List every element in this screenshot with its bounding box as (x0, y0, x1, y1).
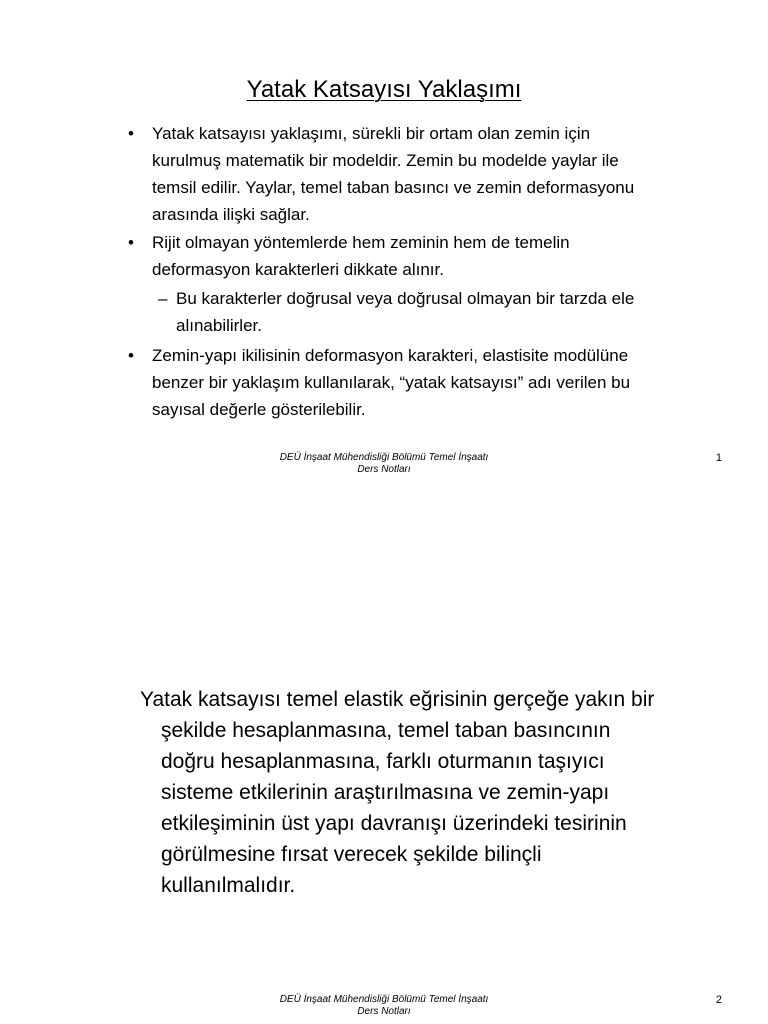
bullet-item (128, 229, 648, 283)
sub-bullet-item (128, 285, 648, 339)
footer-line-2: Ders Notları (357, 1006, 411, 1017)
page-number: 1 (715, 452, 722, 464)
slide-title: Yatak Katsayısı Yaklaşımı (246, 76, 522, 103)
footer-line-1: DEÜ İnşaat Mühendisliği Bölümü Temel İnşaatı (279, 452, 489, 463)
bullet-text: Rijit olmayan yöntemlerde hem zeminin hem de temelin deformasyon karakterleri dikkate alınır. (152, 233, 570, 279)
footer (0, 452, 768, 476)
footer (0, 994, 768, 1018)
dash-marker: – (158, 289, 168, 308)
bullet-list (128, 120, 648, 423)
bullet-item (128, 120, 648, 228)
footer-line-1: DEÜ İnşaat Mühendisliği Bölümü Temel İnşaatı (279, 994, 489, 1005)
slide-2 (0, 512, 768, 1024)
bullet-item (128, 342, 648, 423)
bullet-text: Yatak katsayısı yaklaşımı, sürekli bir ortam olan zemin için kurulmuş matematik bir modeldir. Zemin bu modelde yaylar ile temsil edilir. Yaylar, temel taban basıncı ve zemin deformasyonu arasında ilişki sağlar. (152, 124, 635, 224)
footer-line-2: Ders Notları (357, 464, 411, 475)
page-number: 2 (715, 994, 722, 1006)
body-paragraph: Yatak katsayısı temel elastik eğrisinin gerçeğe yakın bir şekilde hesaplanmasına, temel taban basıncının doğru hesaplanmasına, farklı oturmanın taşıyıcı sisteme etkilerinin araştırılmasına ve zemin-yapı etkileşiminin üst yapı davranışı üzerindeki tesirinin görülmesine fırsat verecek şekilde bilinçli kullanılmalıdır. (140, 688, 655, 897)
sub-bullet-text: Bu karakterler doğrusal veya doğrusal olmayan bir tarzda ele alınabilirler. (176, 289, 635, 335)
bullet-text: Zemin-yapı ikilisinin deformasyon karakteri, elastisite modülüne benzer bir yaklaşım kullanılarak, “yatak katsayısı” adı verilen bu sayısal değerle gösterilebilir. (152, 346, 631, 419)
